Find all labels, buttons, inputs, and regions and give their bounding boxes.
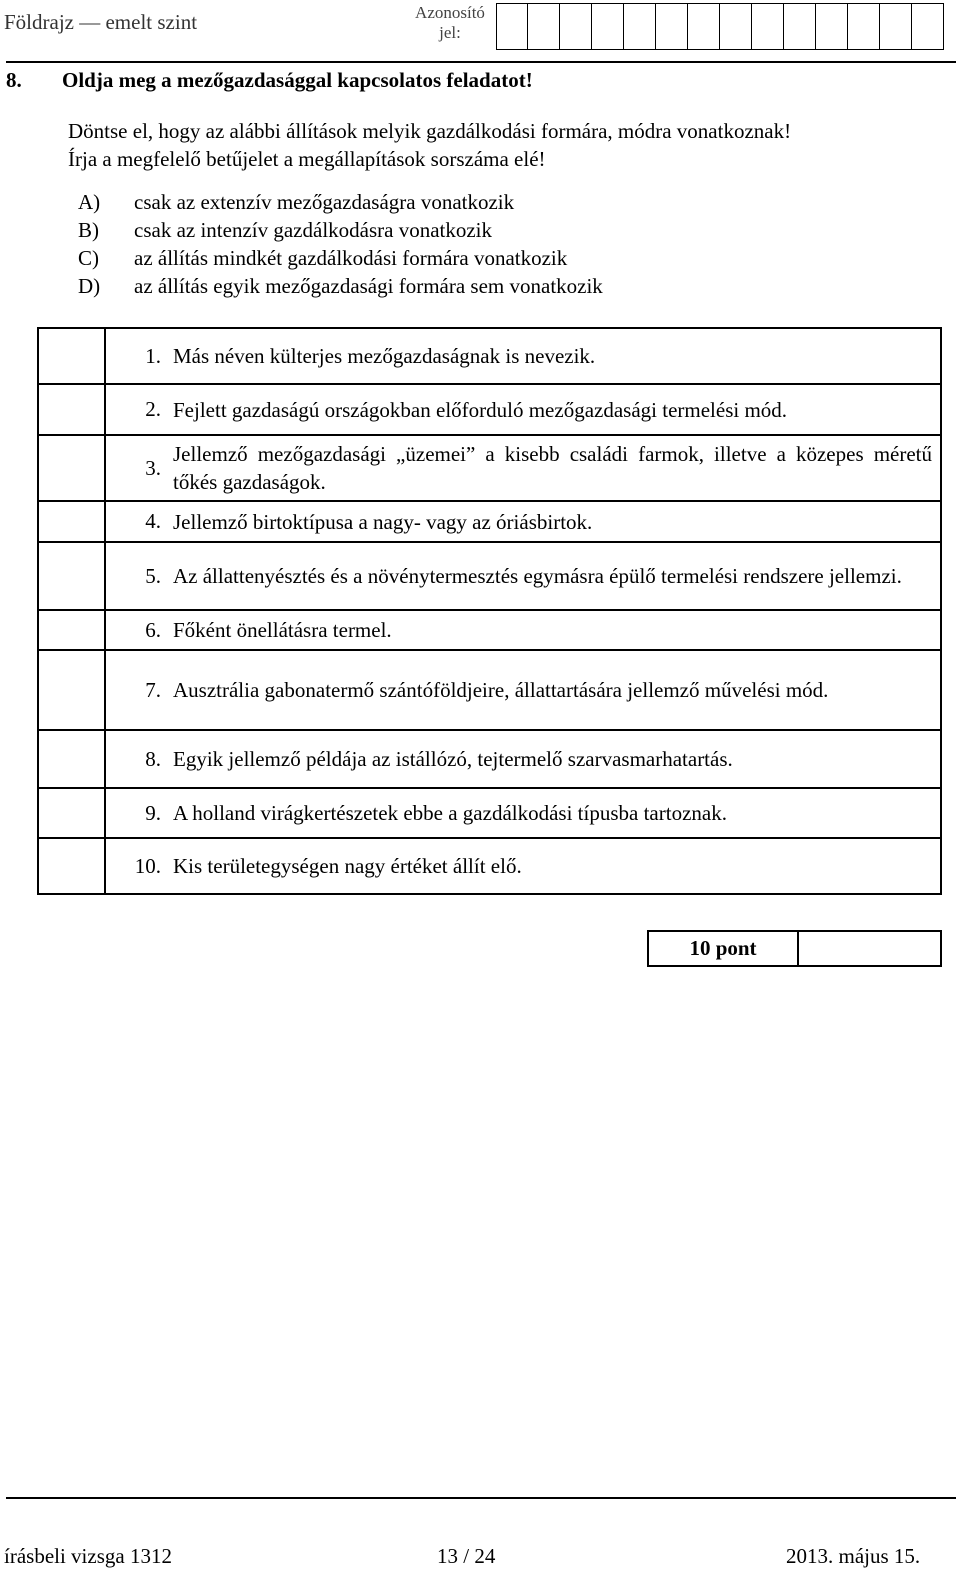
answer-cell[interactable] [38,328,105,384]
statement-text: Jellemző mezőgazdasági „üzemei” a kisebb családi farmok, illetve a közepes méretű tőkés gazdaságok. [165,435,941,501]
table-row [38,501,941,542]
id-code-box[interactable] [720,4,752,50]
answer-cell[interactable] [38,435,105,501]
answer-cell[interactable] [38,788,105,838]
table-row [38,542,941,610]
id-code-box[interactable] [560,4,592,50]
header-rule [6,61,956,63]
statement-text: A holland virágkertészetek ebbe a gazdálkodási típusba tartoznak. [165,788,941,838]
answer-cell[interactable] [38,730,105,788]
answer-cell[interactable] [38,384,105,435]
table-row [38,384,941,435]
option-letter: A) [78,190,101,214]
option-letter: C) [78,246,99,270]
table-row [38,650,941,730]
statement-number: 1. [105,328,165,384]
option-d [78,272,603,300]
id-code-box[interactable] [497,4,528,50]
answer-cell[interactable] [38,838,105,894]
id-code-box[interactable] [624,4,656,50]
statement-number: 3. [105,435,165,501]
footer-date: 2013. május 15. [786,1544,921,1568]
id-label: Azonosító jel: [415,3,485,42]
statement-number: 7. [105,650,165,730]
table-row [38,838,941,894]
statement-number: 8. [105,730,165,788]
statement-text: Kis területegységen nagy értéket állít elő. [165,838,941,894]
option-b [78,216,603,244]
option-text: az állítás mindkét gazdálkodási formára vonatkozik [134,246,568,270]
task-number: 8. [6,68,22,92]
statement-number: 10. [105,838,165,894]
statement-text: Egyik jellemző példája az istállózó, tejtermelő szarvasmarhatartás. [165,730,941,788]
statement-text: Fejlett gazdaságú országokban előforduló mezőgazdasági termelési mód. [165,384,941,435]
option-text: az állítás egyik mezőgazdasági formára sem vonatkozik [134,274,603,298]
id-code-box[interactable] [816,4,848,50]
statement-text: Más néven külterjes mezőgazdaságnak is nevezik. [165,328,941,384]
statement-number: 4. [105,501,165,542]
option-c [78,244,603,272]
id-code-box[interactable] [880,4,912,50]
statement-text: Ausztrália gabonatermő szántóföldjeire, állattartására jellemző művelési mód. [165,650,941,730]
id-code-box[interactable] [656,4,688,50]
statement-text: Jellemző birtoktípusa a nagy- vagy az óriásbirtok. [165,501,941,542]
instruction-line-1: Döntse el, hogy az alábbi állítások melyik gazdálkodási formára, módra vonatkoznak! [68,119,792,143]
option-letter: B) [78,218,99,242]
table-row [38,788,941,838]
id-code-box[interactable] [688,4,720,50]
id-code-box[interactable] [752,4,784,50]
footer-exam-code: írásbeli vizsga 1312 [4,1544,172,1568]
id-code-boxes [496,3,944,50]
option-a [78,188,603,216]
statement-number: 9. [105,788,165,838]
points-box [647,930,942,967]
header-subject: Földrajz — emelt szint [4,10,198,34]
answer-cell[interactable] [38,650,105,730]
option-letter: D) [78,274,101,298]
table-row [38,730,941,788]
table-row [38,328,941,384]
table-row [38,435,941,501]
instruction-line-2: Írja a megfelelő betűjelet a megállapítások sorszáma elé! [68,147,546,171]
answer-cell[interactable] [38,610,105,650]
id-code-box[interactable] [528,4,560,50]
id-code-box[interactable] [592,4,624,50]
answer-cell[interactable] [38,542,105,610]
statement-text: Főként önellátásra termel. [165,610,941,650]
points-score-field[interactable] [799,932,940,965]
statement-number: 5. [105,542,165,610]
id-code-box[interactable] [784,4,816,50]
answer-cell[interactable] [38,501,105,542]
task-title: Oldja meg a mezőgazdasággal kapcsolatos feladatot! [62,68,533,92]
id-code-box[interactable] [848,4,880,50]
table-row [38,610,941,650]
option-text: csak az extenzív mezőgazdaságra vonatkozik [134,190,515,214]
footer-rule [6,1497,956,1499]
id-code-box[interactable] [912,4,944,50]
statement-number: 6. [105,610,165,650]
footer-page-number: 13 / 24 [437,1544,496,1568]
statements-table [37,327,942,895]
answer-options [78,188,603,300]
option-text: csak az intenzív gazdálkodásra vonatkozik [134,218,493,242]
points-label: 10 pont [649,932,799,965]
statement-number: 2. [105,384,165,435]
task-instructions [68,117,791,173]
statement-text: Az állattenyésztés és a növénytermesztés egymásra épülő termelési rendszere jellemzi. [165,542,941,610]
